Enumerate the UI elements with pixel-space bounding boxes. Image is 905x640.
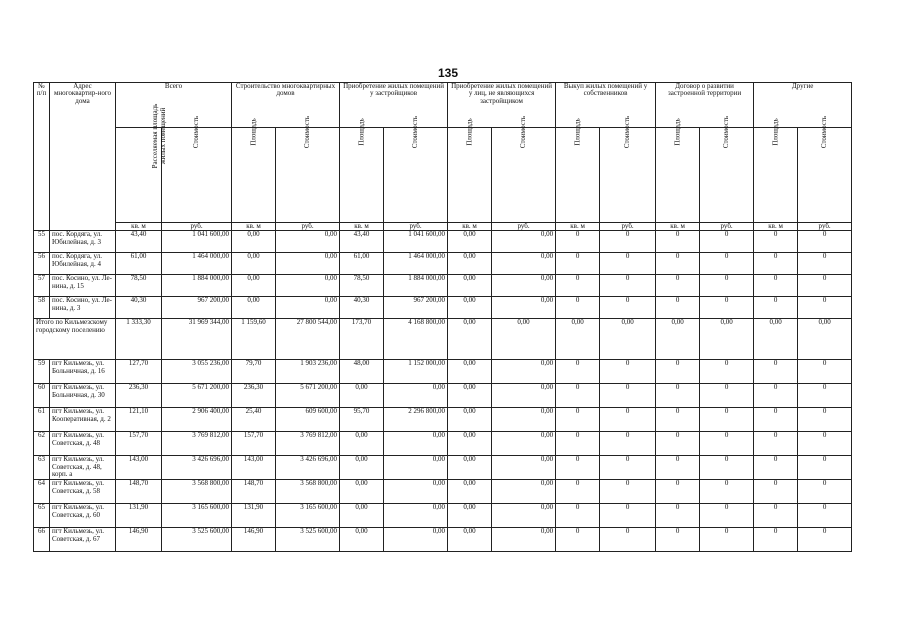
cell-cost: 0 bbox=[798, 384, 852, 408]
cell-area: 0 bbox=[754, 456, 798, 480]
cell-cost: 0,00 bbox=[492, 253, 556, 275]
cell-cost: 0 bbox=[700, 297, 754, 319]
cell-cost: 0 bbox=[600, 480, 656, 504]
table-row bbox=[34, 456, 852, 480]
total-cost: 0,00 bbox=[700, 319, 754, 360]
cell-area: 25,40 bbox=[232, 408, 276, 432]
cell-cost: 0 bbox=[798, 360, 852, 384]
unit-area: кв. м bbox=[556, 223, 600, 231]
row-number: 55 bbox=[34, 231, 50, 253]
cell-area: 0,00 bbox=[232, 275, 276, 297]
header-cost: Стоимость bbox=[600, 128, 656, 223]
table-row bbox=[34, 408, 852, 432]
cell-cost: 609 600,00 bbox=[276, 408, 340, 432]
cell-area: 61,00 bbox=[116, 253, 162, 275]
cell-area: 0 bbox=[754, 253, 798, 275]
unit-cost: руб. bbox=[162, 223, 232, 231]
cell-area: 0 bbox=[656, 432, 700, 456]
header-cost: Стоимость bbox=[492, 128, 556, 223]
cell-area: 131,90 bbox=[232, 504, 276, 528]
cell-cost: 3 525 600,00 bbox=[162, 528, 232, 552]
cell-area: 0 bbox=[556, 384, 600, 408]
cell-area: 0 bbox=[656, 408, 700, 432]
cell-area: 146,90 bbox=[232, 528, 276, 552]
cell-area: 143,00 bbox=[116, 456, 162, 480]
row-address: пгт Кильмезь, ул. Больничная, д. 30 bbox=[50, 384, 116, 408]
cell-area: 236,30 bbox=[116, 384, 162, 408]
cell-cost: 0,00 bbox=[276, 275, 340, 297]
cell-area: 0,00 bbox=[448, 408, 492, 432]
cell-cost: 0,00 bbox=[276, 253, 340, 275]
cell-area: 0 bbox=[556, 408, 600, 432]
cell-cost: 3 568 800,00 bbox=[162, 480, 232, 504]
cell-cost: 0,00 bbox=[492, 504, 556, 528]
row-address: пос. Кордяга, ул. Юбилейная, д. 4 bbox=[50, 253, 116, 275]
cell-cost: 1 464 000,00 bbox=[384, 253, 448, 275]
cell-cost: 1 041 600,00 bbox=[162, 231, 232, 253]
cell-area: 148,70 bbox=[116, 480, 162, 504]
header-total-cost: Стоимость bbox=[162, 128, 232, 223]
cell-cost: 2 296 800,00 bbox=[384, 408, 448, 432]
cell-cost: 0 bbox=[600, 275, 656, 297]
table-row bbox=[34, 275, 852, 297]
cell-area: 0 bbox=[656, 480, 700, 504]
cell-area: 0,00 bbox=[232, 253, 276, 275]
total-cost: 0,00 bbox=[492, 319, 556, 360]
cell-area: 0,00 bbox=[448, 231, 492, 253]
row-number: 65 bbox=[34, 504, 50, 528]
header-area: Площадь bbox=[340, 128, 384, 223]
total-area: 173,70 bbox=[340, 319, 384, 360]
cell-cost: 0 bbox=[798, 480, 852, 504]
row-number: 57 bbox=[34, 275, 50, 297]
housing-registry-table bbox=[33, 82, 852, 552]
cell-area: 0 bbox=[754, 360, 798, 384]
header-group-other: Другие bbox=[754, 83, 852, 128]
cell-cost: 0 bbox=[600, 297, 656, 319]
total-cost: 0,00 bbox=[600, 319, 656, 360]
cell-area: 146,90 bbox=[116, 528, 162, 552]
cell-cost: 0,00 bbox=[492, 432, 556, 456]
cell-cost: 0,00 bbox=[492, 480, 556, 504]
header-group-developer-purchase: Приобретение жилых помещений у застройщиков bbox=[340, 83, 448, 128]
unit-area: кв. м bbox=[232, 223, 276, 231]
cell-cost: 0 bbox=[600, 456, 656, 480]
cell-area: 236,30 bbox=[232, 384, 276, 408]
cell-area: 79,70 bbox=[232, 360, 276, 384]
header-group-total: Всего bbox=[116, 83, 232, 128]
cell-area: 0 bbox=[556, 432, 600, 456]
row-address: пгт Кильмезь, ул. Советская, д. 48, корп. а bbox=[50, 456, 116, 480]
row-address: пгт Кильмезь, ул. Кооперативная, д. 2 bbox=[50, 408, 116, 432]
total-cost: 31 969 344,00 bbox=[162, 319, 232, 360]
table-body bbox=[34, 231, 852, 552]
cell-cost: 0 bbox=[600, 408, 656, 432]
cell-cost: 0,00 bbox=[384, 480, 448, 504]
row-address: пос. Кордяга, ул. Юбилейная, д. 3 bbox=[50, 231, 116, 253]
cell-area: 0 bbox=[656, 528, 700, 552]
cell-area: 0 bbox=[556, 275, 600, 297]
cell-cost: 3 426 696,00 bbox=[276, 456, 340, 480]
cell-area: 0,00 bbox=[232, 297, 276, 319]
cell-cost: 0,00 bbox=[384, 528, 448, 552]
cell-area: 0,00 bbox=[340, 384, 384, 408]
row-number: 61 bbox=[34, 408, 50, 432]
cell-area: 0,00 bbox=[448, 275, 492, 297]
cell-cost: 0 bbox=[600, 360, 656, 384]
cell-area: 0 bbox=[656, 231, 700, 253]
row-address: пос. Косино, ул. Ле-нина, д. 15 bbox=[50, 275, 116, 297]
header-group-non-developer-purchase: Приобретение жилых помещений у лиц, не являющихся застройщиком bbox=[448, 83, 556, 128]
cell-cost: 1 884 000,00 bbox=[162, 275, 232, 297]
total-cost: 27 800 544,00 bbox=[276, 319, 340, 360]
cell-cost: 0 bbox=[798, 504, 852, 528]
unit-area: кв. м bbox=[340, 223, 384, 231]
cell-area: 0 bbox=[656, 504, 700, 528]
unit-cost: руб. bbox=[276, 223, 340, 231]
cell-cost: 0 bbox=[700, 275, 754, 297]
cell-cost: 0,00 bbox=[492, 456, 556, 480]
row-number: 66 bbox=[34, 528, 50, 552]
row-number: 62 bbox=[34, 432, 50, 456]
table-row bbox=[34, 480, 852, 504]
cell-cost: 3 426 696,00 bbox=[162, 456, 232, 480]
cell-cost: 0,00 bbox=[492, 231, 556, 253]
cell-area: 157,70 bbox=[232, 432, 276, 456]
cell-area: 0 bbox=[656, 275, 700, 297]
header-area: Площадь bbox=[448, 128, 492, 223]
cell-cost: 967 200,00 bbox=[384, 297, 448, 319]
cell-cost: 0,00 bbox=[492, 360, 556, 384]
cell-area: 0 bbox=[754, 504, 798, 528]
table-row bbox=[34, 432, 852, 456]
cell-area: 48,00 bbox=[340, 360, 384, 384]
cell-area: 61,00 bbox=[340, 253, 384, 275]
cell-cost: 0 bbox=[700, 408, 754, 432]
cell-cost: 2 906 400,00 bbox=[162, 408, 232, 432]
total-area: 0,00 bbox=[556, 319, 600, 360]
cell-area: 95,70 bbox=[340, 408, 384, 432]
page-number: 135 bbox=[438, 66, 459, 80]
cell-area: 0,00 bbox=[448, 528, 492, 552]
cell-cost: 3 165 600,00 bbox=[162, 504, 232, 528]
cell-cost: 1 884 000,00 bbox=[384, 275, 448, 297]
cell-cost: 3 525 600,00 bbox=[276, 528, 340, 552]
cell-area: 0,00 bbox=[448, 384, 492, 408]
cell-area: 78,50 bbox=[340, 275, 384, 297]
cell-cost: 0,00 bbox=[276, 297, 340, 319]
cell-cost: 0 bbox=[600, 384, 656, 408]
header-cost: Стоимость bbox=[276, 128, 340, 223]
cell-area: 0,00 bbox=[448, 456, 492, 480]
header-area: Площадь bbox=[232, 128, 276, 223]
cell-area: 0 bbox=[754, 231, 798, 253]
total-area: 1 159,60 bbox=[232, 319, 276, 360]
cell-cost: 0 bbox=[798, 528, 852, 552]
cell-cost: 0 bbox=[700, 360, 754, 384]
row-number: 63 bbox=[34, 456, 50, 480]
cell-area: 0 bbox=[556, 297, 600, 319]
cell-area: 43,40 bbox=[116, 231, 162, 253]
unit-cost: руб. bbox=[700, 223, 754, 231]
cell-cost: 0 bbox=[798, 456, 852, 480]
header-resettled-area: Расселяемая площадь жилых помещений bbox=[116, 128, 162, 223]
cell-area: 0,00 bbox=[448, 360, 492, 384]
row-address: пгт Кильмезь, ул. Советская, д. 48 bbox=[50, 432, 116, 456]
cell-cost: 0 bbox=[600, 528, 656, 552]
cell-area: 0 bbox=[556, 504, 600, 528]
cell-area: 121,10 bbox=[116, 408, 162, 432]
total-row bbox=[34, 319, 852, 360]
cell-area: 0 bbox=[754, 384, 798, 408]
cell-cost: 0 bbox=[700, 231, 754, 253]
cell-area: 0,00 bbox=[340, 432, 384, 456]
cell-cost: 0 bbox=[798, 432, 852, 456]
row-number: 59 bbox=[34, 360, 50, 384]
cell-area: 0 bbox=[656, 360, 700, 384]
cell-cost: 0 bbox=[700, 480, 754, 504]
cell-area: 0 bbox=[556, 360, 600, 384]
cell-cost: 0 bbox=[798, 275, 852, 297]
cell-cost: 0 bbox=[600, 504, 656, 528]
cell-area: 131,90 bbox=[116, 504, 162, 528]
cell-cost: 0 bbox=[700, 528, 754, 552]
cell-area: 0 bbox=[656, 297, 700, 319]
cell-area: 0 bbox=[556, 231, 600, 253]
cell-area: 148,70 bbox=[232, 480, 276, 504]
cell-cost: 0 bbox=[798, 297, 852, 319]
header-area: Площадь bbox=[656, 128, 700, 223]
cell-cost: 0,00 bbox=[384, 432, 448, 456]
row-address: пгт Кильмезь, ул. Советская, д. 58 bbox=[50, 480, 116, 504]
total-cost: 4 168 800,00 bbox=[384, 319, 448, 360]
cell-cost: 0,00 bbox=[492, 275, 556, 297]
total-label: Итого по Кильмезскому городскому поселению bbox=[34, 319, 116, 360]
header-area: Площадь bbox=[754, 128, 798, 223]
cell-cost: 0 bbox=[700, 504, 754, 528]
cell-cost: 0 bbox=[700, 432, 754, 456]
cell-area: 157,70 bbox=[116, 432, 162, 456]
header-cost: Стоимость bbox=[798, 128, 852, 223]
cell-area: 0 bbox=[754, 528, 798, 552]
cell-area: 0 bbox=[656, 456, 700, 480]
total-area: 0,00 bbox=[754, 319, 798, 360]
cell-cost: 3 055 236,00 bbox=[162, 360, 232, 384]
cell-cost: 3 769 812,00 bbox=[162, 432, 232, 456]
cell-cost: 1 152 000,00 bbox=[384, 360, 448, 384]
row-number: 60 bbox=[34, 384, 50, 408]
cell-area: 43,40 bbox=[340, 231, 384, 253]
table-row bbox=[34, 231, 852, 253]
cell-cost: 0 bbox=[700, 253, 754, 275]
cell-area: 0 bbox=[556, 480, 600, 504]
cell-area: 0 bbox=[754, 480, 798, 504]
cell-cost: 0 bbox=[798, 408, 852, 432]
unit-cost: руб. bbox=[600, 223, 656, 231]
cell-cost: 0,00 bbox=[492, 297, 556, 319]
header-address: Адрес многоквартир-ного дома bbox=[50, 83, 116, 231]
header-row-subcolumns bbox=[34, 128, 852, 223]
cell-area: 0 bbox=[556, 528, 600, 552]
cell-cost: 0,00 bbox=[384, 504, 448, 528]
cell-area: 0,00 bbox=[340, 456, 384, 480]
header-group-buyout: Выкуп жилых помещений у собственников bbox=[556, 83, 656, 128]
row-number: 58 bbox=[34, 297, 50, 319]
row-address: пгт Кильмезь, ул. Советская, д. 60 bbox=[50, 504, 116, 528]
cell-cost: 0 bbox=[700, 456, 754, 480]
cell-cost: 0 bbox=[600, 253, 656, 275]
cell-area: 0,00 bbox=[448, 504, 492, 528]
cell-area: 0,00 bbox=[448, 297, 492, 319]
unit-area: кв. м bbox=[448, 223, 492, 231]
cell-cost: 0,00 bbox=[384, 384, 448, 408]
total-cost: 0,00 bbox=[798, 319, 852, 360]
table-row bbox=[34, 384, 852, 408]
cell-area: 143,00 bbox=[232, 456, 276, 480]
header-num: № п/п bbox=[34, 83, 50, 231]
cell-area: 0 bbox=[656, 384, 700, 408]
cell-cost: 5 671 200,00 bbox=[276, 384, 340, 408]
cell-cost: 5 671 200,00 bbox=[162, 384, 232, 408]
cell-cost: 0 bbox=[798, 231, 852, 253]
cell-cost: 3 769 812,00 bbox=[276, 432, 340, 456]
cell-cost: 0 bbox=[600, 231, 656, 253]
cell-area: 0,00 bbox=[232, 231, 276, 253]
unit-cost: руб. bbox=[384, 223, 448, 231]
cell-cost: 1 041 600,00 bbox=[384, 231, 448, 253]
cell-area: 0,00 bbox=[448, 432, 492, 456]
header-cost: Стоимость bbox=[384, 128, 448, 223]
row-address: пгт Кильмезь, ул. Советская, д. 67 bbox=[50, 528, 116, 552]
unit-area: кв. м bbox=[116, 223, 162, 231]
header-area: Площадь bbox=[556, 128, 600, 223]
cell-area: 0,00 bbox=[340, 504, 384, 528]
cell-area: 0,00 bbox=[340, 480, 384, 504]
unit-cost: руб. bbox=[798, 223, 852, 231]
cell-cost: 0,00 bbox=[384, 456, 448, 480]
cell-cost: 3 165 600,00 bbox=[276, 504, 340, 528]
cell-area: 0 bbox=[556, 253, 600, 275]
cell-area: 0 bbox=[754, 275, 798, 297]
cell-area: 0 bbox=[656, 253, 700, 275]
cell-cost: 0,00 bbox=[276, 231, 340, 253]
cell-area: 0 bbox=[754, 408, 798, 432]
row-address: пгт Кильмезь, ул. Больничная, д. 16 bbox=[50, 360, 116, 384]
cell-area: 40,30 bbox=[116, 297, 162, 319]
table-row bbox=[34, 528, 852, 552]
header-cost: Стоимость bbox=[700, 128, 754, 223]
cell-cost: 3 568 800,00 bbox=[276, 480, 340, 504]
table-row bbox=[34, 360, 852, 384]
cell-area: 127,70 bbox=[116, 360, 162, 384]
row-number: 64 bbox=[34, 480, 50, 504]
cell-cost: 0,00 bbox=[492, 528, 556, 552]
cell-area: 78,50 bbox=[116, 275, 162, 297]
unit-area: кв. м bbox=[754, 223, 798, 231]
cell-area: 0 bbox=[754, 432, 798, 456]
cell-area: 0,00 bbox=[448, 253, 492, 275]
cell-area: 40,30 bbox=[340, 297, 384, 319]
cell-area: 0,00 bbox=[340, 528, 384, 552]
cell-cost: 0,00 bbox=[492, 384, 556, 408]
row-number: 56 bbox=[34, 253, 50, 275]
row-address: пос. Косино, ул. Ле-нина, д. 3 bbox=[50, 297, 116, 319]
cell-area: 0 bbox=[754, 297, 798, 319]
total-area: 0,00 bbox=[448, 319, 492, 360]
total-area: 0,00 bbox=[656, 319, 700, 360]
table-row bbox=[34, 253, 852, 275]
header-group-construction: Строительство многоквартирных домов bbox=[232, 83, 340, 128]
cell-cost: 0 bbox=[798, 253, 852, 275]
header-group-territory-contract: Договор о развитии застроенной территории bbox=[656, 83, 754, 128]
cell-cost: 1 464 000,00 bbox=[162, 253, 232, 275]
cell-cost: 0,00 bbox=[492, 408, 556, 432]
unit-cost: руб. bbox=[492, 223, 556, 231]
table-row bbox=[34, 297, 852, 319]
cell-cost: 0 bbox=[600, 432, 656, 456]
cell-area: 0 bbox=[556, 456, 600, 480]
table-row bbox=[34, 504, 852, 528]
cell-cost: 967 200,00 bbox=[162, 297, 232, 319]
cell-cost: 1 903 236,00 bbox=[276, 360, 340, 384]
unit-area: кв. м bbox=[656, 223, 700, 231]
total-area: 1 333,30 bbox=[116, 319, 162, 360]
cell-area: 0,00 bbox=[448, 480, 492, 504]
cell-cost: 0 bbox=[700, 384, 754, 408]
